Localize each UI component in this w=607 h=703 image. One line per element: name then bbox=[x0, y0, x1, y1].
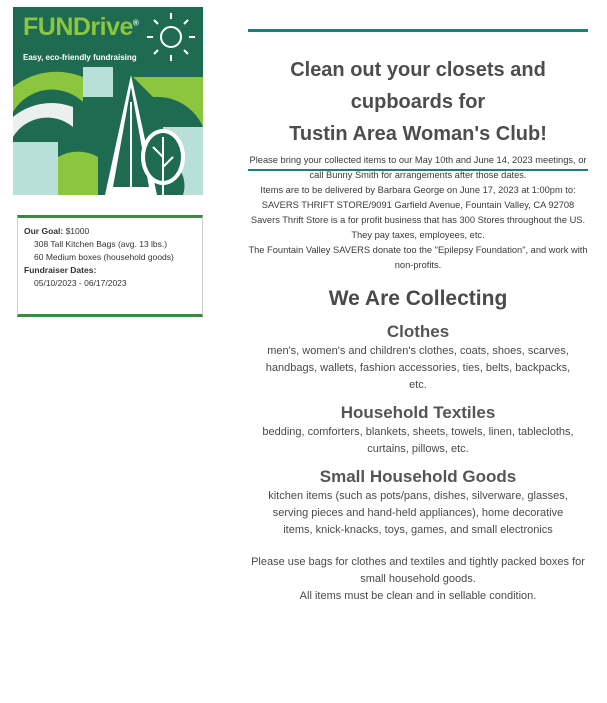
category-title-household-goods: Small Household Goods bbox=[319, 467, 517, 486]
logo-brand: FUNDrive® bbox=[23, 13, 139, 41]
footer-line: Please use bags for clothes and textiles and tightly packed boxes for small household goods. bbox=[251, 556, 585, 585]
dates-label: Fundraiser Dates: bbox=[24, 265, 97, 275]
footer-note bbox=[248, 554, 588, 605]
category-title-clothes: Clothes bbox=[386, 322, 450, 341]
goal-row bbox=[24, 226, 196, 237]
category-text-clothes: men's, women's and children's clothes, coats, shoes, scarves, handbags, wallets, fashion accessories, ties, belts, backpacks, etc. bbox=[265, 345, 571, 391]
intro-paragraph: Items are to be delivered by Barbara George on June 17, 2023 at 1:00pm to: bbox=[260, 185, 576, 195]
category-text-textiles: bedding, comforters, blankets, sheets, towels, linen, tablecloths, curtains, pillows, etc. bbox=[262, 426, 574, 455]
goal-item-bags: 308 Tall Kitchen Bags (avg. 13 lbs.) bbox=[34, 239, 168, 249]
dates-value: 05/10/2023 - 06/17/2023 bbox=[34, 278, 127, 288]
collecting-title: We Are Collecting bbox=[328, 287, 508, 310]
intro-paragraph: Please bring your collected items to our May 10th and June 14, 2023 meetings, or call Bunny Smith for arrangements after those dates. bbox=[249, 155, 587, 180]
page-title: Clean out your closets and cupboards for Tustin Area Woman's Club! bbox=[289, 59, 547, 145]
intro-paragraph: Savers Thrift Store is a for profit business that has 300 Stores throughout the US. They pay taxes, employees, etc. bbox=[250, 215, 586, 240]
logo-tagline: Easy, eco-friendly fundraising bbox=[23, 53, 137, 62]
goal-box bbox=[17, 215, 203, 317]
fundrive-logo bbox=[13, 7, 203, 195]
category-text-household-goods: kitchen items (such as pots/pans, dishes, silverware, glasses, serving pieces and hand-held appliances), home decorative items, knick-knacks, toys, games, and small electronics bbox=[268, 490, 568, 536]
intro-text bbox=[248, 153, 588, 273]
goal-value: $1000 bbox=[65, 226, 90, 236]
category-title-textiles: Household Textiles bbox=[340, 403, 496, 422]
footer-line: All items must be clean and in sellable condition. bbox=[299, 590, 537, 602]
goal-label: Our Goal: bbox=[24, 226, 64, 236]
intro-paragraph: SAVERS THRIFT STORE/9091 Garfield Avenue, Fountain Valley, CA 92708 bbox=[261, 200, 575, 210]
goal-item-boxes: 60 Medium boxes (household goods) bbox=[34, 252, 174, 262]
sun-icon bbox=[147, 13, 195, 61]
main-content bbox=[248, 54, 588, 605]
intro-paragraph: The Fountain Valley SAVERS donate too the "Epilepsy Foundation", and work with non-profits. bbox=[248, 245, 588, 270]
top-divider bbox=[248, 29, 588, 32]
